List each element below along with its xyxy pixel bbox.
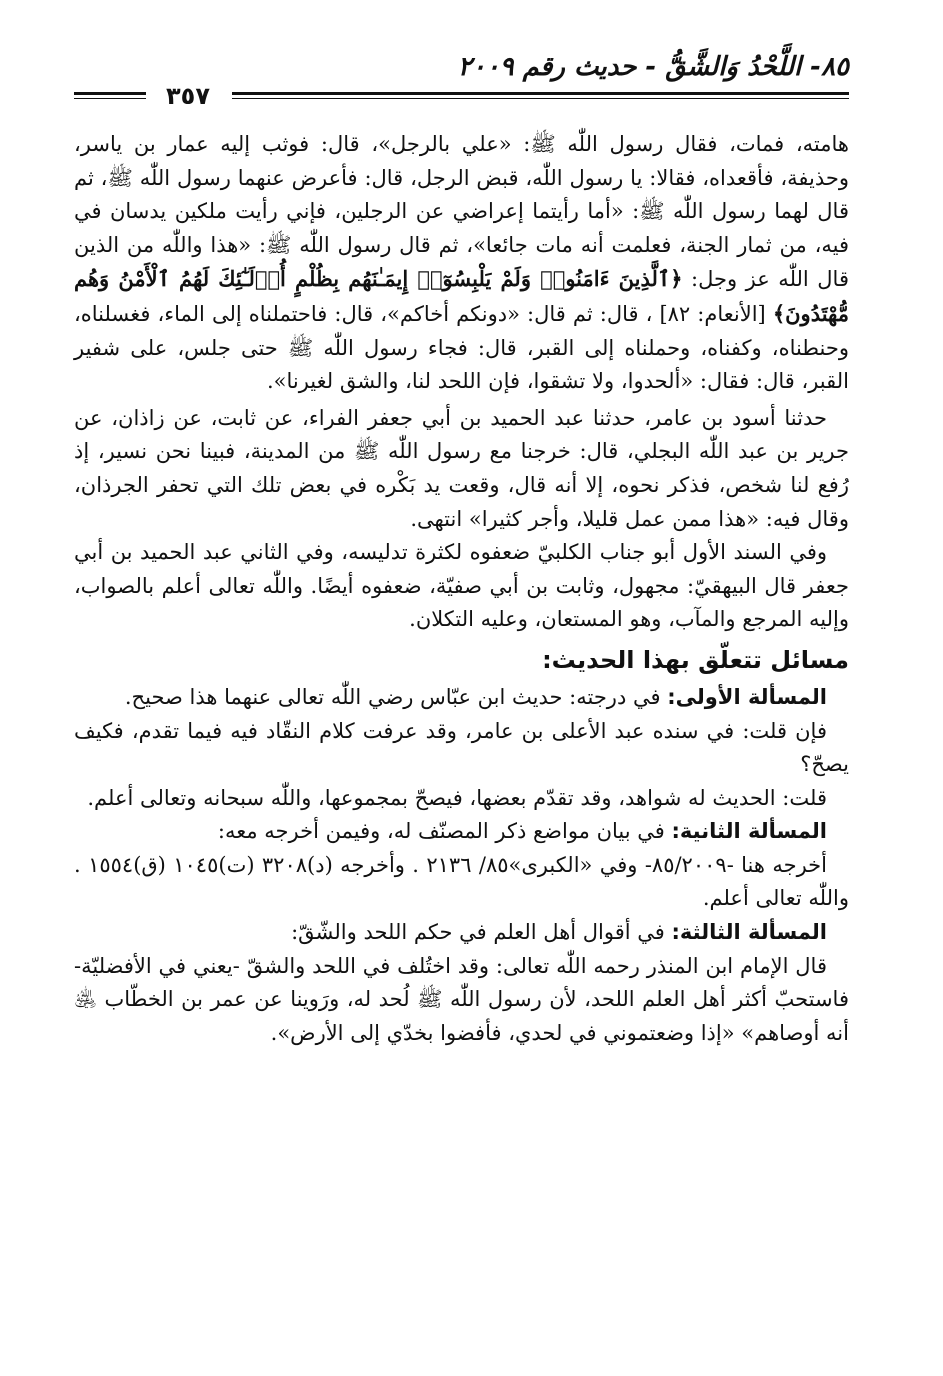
running-header bbox=[74, 52, 849, 110]
issue-1-label: المسألة الأولى: bbox=[667, 684, 827, 709]
paragraph-objection: فإن قلت: في سنده عبد الأعلى بن عامر، وقد عرفت كلام النقّاد فيه فيما تقدم، فكيف يصحّ؟ bbox=[74, 718, 849, 777]
page-number-rule bbox=[74, 92, 146, 99]
page-number: ٣٥٧ bbox=[166, 82, 210, 110]
issue-2-label: المسألة الثانية: bbox=[671, 819, 827, 844]
paragraph-reply: قلت: الحديث له شواهد، وقد تقدّم بعضها، فيصحّ بمجموعها، واللّٰه سبحانه وتعالى أعلم. bbox=[87, 785, 827, 810]
section-heading: مسائل تتعلّق بهذا الحديث: bbox=[542, 645, 849, 674]
issue-3-label: المسألة الثالثة: bbox=[671, 920, 827, 945]
issue-1-text: في درجته: حديث ابن عبّاس رضي اللّٰه تعالى عنهما هذا صحيح. bbox=[124, 684, 661, 709]
chapter-title: ٨٥- اللَّحْدُ وَالشَّقُّ - حديث رقم ٢٠٠٩ bbox=[457, 52, 849, 82]
header-rule bbox=[232, 92, 849, 99]
paragraph-issue-2 bbox=[74, 815, 849, 849]
paragraph-ibn-almundhir: قال الإمام ابن المنذر رحمه اللّٰه تعالى: وقد اختُلف في اللحد والشقّ -يعني في الأفضليّة- فاستحبّ أكثر أهل العلم اللحد، لأن رسول اللّٰه ﷺ لُحد له، ورَوينا عن عمر بن الخطّاب ﵁ أنه أوصاهم» «إذا وضعتموني في لحدي، فأفضوا بخدّي إلى الأرض». bbox=[74, 953, 849, 1045]
paragraph-issue-3 bbox=[74, 916, 849, 950]
paragraph-second-chain: حدثنا أسود بن عامر، حدثنا عبد الحميد بن أبي جعفر الفراء، عن ثابت، عن زاذان، عن جرير بن عبد اللّٰه البجلي، قال: خرجنا مع رسول اللّٰه ﷺ من المدينة، فبينا نحن نسير، إذ رُفع لنا شخص، فذكر نحوه، إلا أنه قال، وقعت يد بَكْره في بعض تلك التي تحفر الجرذان، وقال فيه: «هذا ممن عمل قليلا، وأجر كثيرا» انتهى. bbox=[74, 405, 849, 531]
issue-3-text: في أقوال أهل العلم في حكم اللحد والشّقّ: bbox=[291, 920, 665, 945]
paragraph-issue-1 bbox=[74, 681, 849, 715]
hadith-text-continued: [الأنعام: ٨٢] ، قال: ثم قال: «دونكم أخاكم»، قال: فاحتملناه إلى الماء، فغسلناه، وحنطناه، وكفناه، وحملناه إلى القبر، قال: فجاء رسول اللّٰه ﷺ حتى جلس، على شفير القبر، قال: فقال: «ألحدوا، ولا تشقوا، فإن اللحد لنا، والشق لغيرنا». bbox=[74, 301, 849, 394]
issue-2-text: في بيان مواضع ذكر المصنّف له، وفيمن أخرجه معه: bbox=[217, 819, 665, 844]
hadith-text: هامته، فمات، فقال رسول اللّٰه ﷺ: «علي بالرجل»، قال: فوثب إليه عمار بن ياسر، وحذيفة، فأقعداه، فقالا: يا رسول اللّٰه، قبض الرجل، قال: فأعرض عنهما رسول اللّٰه ﷺ، ثم قال لهما رسول اللّٰه ﷺ: «أما رأيتما إعراضي عن الرجلين، فإني رأيت ملكين يدسان في فيه، من ثمار الجنة، فعلمت أنه مات جائعا»، ثم قال رسول اللّٰه ﷺ: «هذا واللّٰه من الذين قال اللّٰه عز وجل: bbox=[74, 132, 849, 292]
paragraph-chain-critique: وفي السند الأول أبو جناب الكلبيّ ضعفوه لكثرة تدليسه، وفي الثاني عبد الحميد بن أبي جعفر قال البيهقيّ: مجهول، وثابت بن أبي صفيّة، ضعفوه أيضًا. واللّٰه تعالى أعلم بالصواب، وإليه المرجع والمآب، وهو المستعان، وعليه التكلان. bbox=[74, 540, 849, 632]
paragraph-references: أخرجه هنا -٨٥/٢٠٠٩- وفي «الكبرى»٨٥/ ٢١٣٦ . وأخرجه (د)٣٢٠٨ (ت)١٠٤٥ (ق)١٥٥٤ . واللّٰه تعالى أعلم. bbox=[74, 852, 849, 911]
paragraph-hadith-continuation bbox=[74, 128, 849, 399]
page-body bbox=[74, 128, 849, 1050]
quran-verse: ﴿ٱلَّذِينَ ءَامَنُوا۟ وَلَمْ يَلْبِسُوٓا۟ إِيمَـٰنَهُم بِظُلْمٍ أُو۟لَـٰٓئِكَ لَهُمُ ٱلْأَمْنُ وَهُم مُّهْتَدُونَ﴾ bbox=[74, 266, 849, 326]
